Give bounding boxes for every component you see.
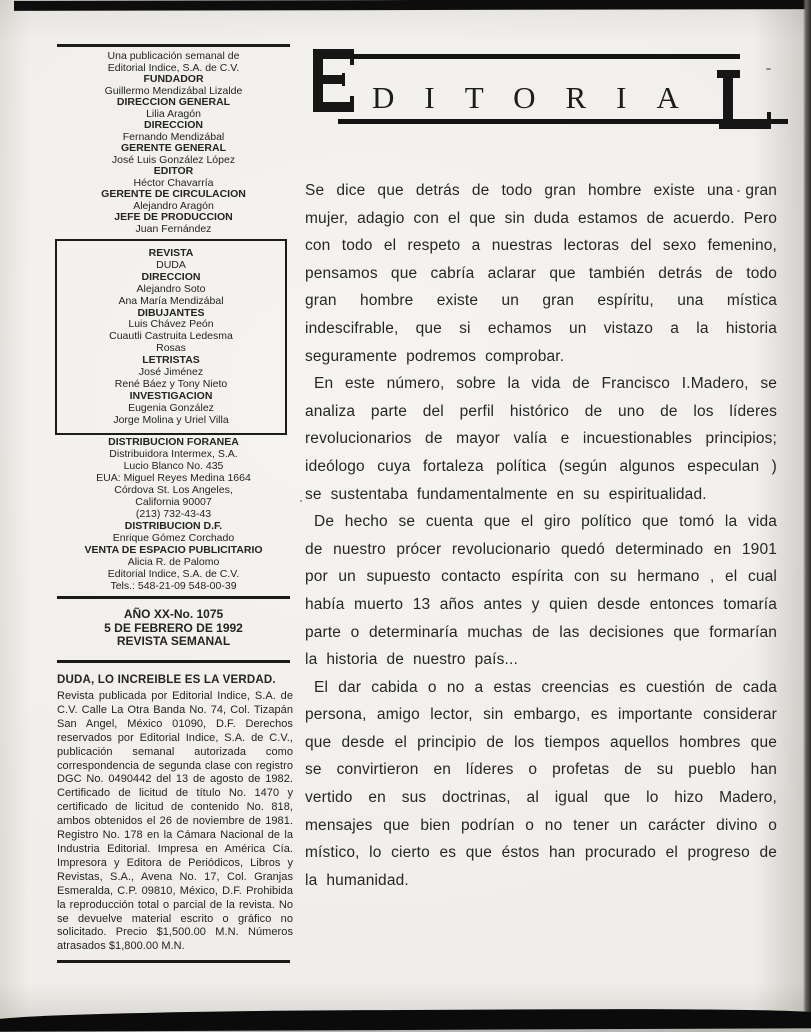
distribution-line: Lucio Blanco No. 435 bbox=[123, 460, 224, 472]
masthead-line: EDITOR bbox=[153, 165, 194, 177]
issue-line: 5 DE FEBRERO DE 1992 bbox=[104, 620, 243, 635]
masthead-line: FUNDADOR bbox=[143, 73, 204, 85]
editorial-paragraph: El dar cabida o no a estas creencias es cuestión de cada persona, amigo lector, sin embargo, es importante considerar que desde el principio de los tiempos aquellos hombres que se convirtieron en líderes o profetas de su pueblo han vertido en sus doctrinas, al igual que lo hizo Madero, mensajes que bien podrían o no tener un carácter divino o místico, lo cierto es que éstos han procurado el progreso de la humanidad. bbox=[305, 678, 777, 889]
distribution-line: EUA: Miguel Reyes Medina 1664 bbox=[96, 472, 251, 484]
issue-line: AÑO XX-No. 1075 bbox=[123, 607, 224, 621]
editorial-title-middle: DITORIA bbox=[372, 80, 709, 115]
staff-line: Jorge Molina y Uriel Villa bbox=[113, 413, 229, 426]
masthead-line: JEFE DE PRODUCCION bbox=[114, 211, 233, 223]
masthead-line: Juan Fernández bbox=[135, 222, 212, 235]
staff-line: Eugenia González bbox=[128, 401, 214, 414]
staff-line: INVESTIGACION bbox=[129, 389, 213, 402]
distribution-line: Distribuidora Intermex, S.A. bbox=[109, 448, 238, 460]
masthead-line: Guillermo Mendizábal Lizalde bbox=[104, 84, 243, 97]
masthead-line: Alejandro Aragón bbox=[133, 199, 214, 212]
staff-line: Cuautli Castruita Ledesma bbox=[109, 330, 233, 343]
staff-line: REVISTA bbox=[148, 247, 194, 259]
masthead-line: DIRECCION bbox=[144, 119, 203, 131]
masthead-line: DIRECCION GENERAL bbox=[116, 96, 231, 108]
masthead-line: Héctor Chavarría bbox=[133, 176, 214, 189]
distribution-line: California 90007 bbox=[135, 496, 212, 508]
staff-line: LETRISTAS bbox=[142, 354, 200, 367]
masthead-line: Editorial Indice, S.A. de C.V. bbox=[107, 61, 240, 74]
masthead-line: Lilia Aragón bbox=[146, 107, 201, 120]
distribution-line: Enrique Gómez Corchado bbox=[112, 532, 235, 544]
distribution-line: Tels.: 548-21-09 548-00-39 bbox=[110, 580, 237, 592]
staff-line: Luis Chávez Peón bbox=[128, 318, 214, 331]
distribution-line: Córdova St. Los Angeles, bbox=[114, 484, 233, 496]
staff-line: DIRECCION bbox=[141, 270, 201, 283]
distribution-line: DISTRIBUCION D.F. bbox=[124, 520, 223, 532]
editorial-paragraph: Se dice que detrás de todo gran hombre existe una gran mujer, adagio con el que sin duda estamos de acuerdo. Pero con todo el respeto a nuestras lectoras del sexo femenino, pensamos que cabría aclarar que también detrás de todo gran hombre existe un gran espíritu, una mística indescifrable, que si echamos un vistazo a la historia seguramente podremos comprobar. bbox=[305, 182, 777, 365]
editorial-paragraph: En este número, sobre la vida de Francisco I.Madero, se analiza parte del perfil histórico de uno de los líderes revolucionarios de mayor valía e incuestionables principios; ideólogo cuya fortaleza política (según algunos especulan ) se sustentaba fundamentalmente en su espiritualidad. bbox=[305, 375, 777, 503]
distribution-line: Alicia R. de Palomo bbox=[127, 556, 220, 568]
distribution-line: (213) 732-43-43 bbox=[135, 508, 212, 520]
staff-line: Rosas bbox=[156, 342, 186, 355]
issue-line: REVISTA SEMANAL bbox=[116, 634, 231, 648]
legal-body: Revista publicada por Editorial Indice, S.A. de C.V. Calle La Otra Banda No. 74, Col. Tizapán San Angel, México 01090, D.F. Derechos reservados por Editorial Indice, S.A. de C.V., publicación semanal autorizada como correspondencia de segunda clase con registro DGC No. 0490442 del 13 de agosto de 1982. Certificado de licitud de título No. 1470 y certificado de licitud de contenido No. 818, ambos obtenidos el 26 de noviembre de 1981. Registro No. 178 en la Cámara Nacional de la Industria Editorial. Impresa en América Cía. Impresora y Editora de Periódicos, Libros y Revistas, S.A., Avena No. 17, Col. Granjas Esmeralda, C.P. 09810, México, D.F. Prohibida la reproducción total o parcial de la revista. No se devuelve material escrito o gráfico no solicitado. Precio $1,500.00 M.N. Números atrasados $1,800.00 M.N. bbox=[57, 690, 293, 953]
masthead-line: GERENTE DE CIRCULACION bbox=[101, 188, 246, 200]
editorial-title-letter-l bbox=[719, 70, 771, 129]
divider-rule bbox=[57, 660, 290, 663]
legal-title: DUDA, LO INCREIBLE ES LA VERDAD. bbox=[57, 674, 276, 686]
staff-line: DIBUJANTES bbox=[137, 306, 205, 319]
distribution-line: DISTRIBUCION FORANEA bbox=[108, 436, 239, 448]
masthead-line: Una publicación semanal de bbox=[107, 50, 240, 62]
editorial-paragraph: De hecho se cuenta que el giro político que tomó la vida de nuestro prócer revolucionario quedó determinado en 1901 por un supuesto contacto espírita con su hermano , el cual había muerto 13 años antes y quien desde entonces tomaría parte o determinaría muchas de las decisiones que formarían la historia de nuestro país... bbox=[305, 513, 777, 669]
legal-notice bbox=[57, 674, 293, 954]
editorial-title-letter-e bbox=[313, 49, 354, 112]
staff-line: Alejandro Soto bbox=[136, 282, 206, 295]
masthead-line: Fernando Mendizábal bbox=[122, 130, 225, 143]
editorial-header-rule-top bbox=[350, 54, 740, 59]
distribution-line: VENTA DE ESPACIO PUBLICITARIO bbox=[84, 544, 263, 556]
editorial-body bbox=[305, 177, 777, 894]
staff-line: René Báez y Tony Nieto bbox=[114, 377, 228, 390]
distribution-line: Editorial Indice, S.A. de C.V. bbox=[107, 568, 240, 580]
issue-info bbox=[57, 608, 290, 649]
divider-rule bbox=[57, 596, 290, 599]
masthead-line: GERENTE GENERAL bbox=[120, 142, 226, 154]
scan-speck bbox=[300, 500, 302, 502]
divider-rule bbox=[57, 960, 290, 963]
staff-box bbox=[55, 239, 287, 435]
distribution-info bbox=[57, 436, 290, 592]
staff-line: DUDA bbox=[156, 258, 186, 271]
staff-line: José Jiménez bbox=[138, 366, 204, 379]
editorial-header bbox=[0, 0, 811, 160]
staff-line: Ana María Mendizábal bbox=[118, 294, 224, 307]
masthead-line: José Luis González López bbox=[111, 153, 236, 166]
